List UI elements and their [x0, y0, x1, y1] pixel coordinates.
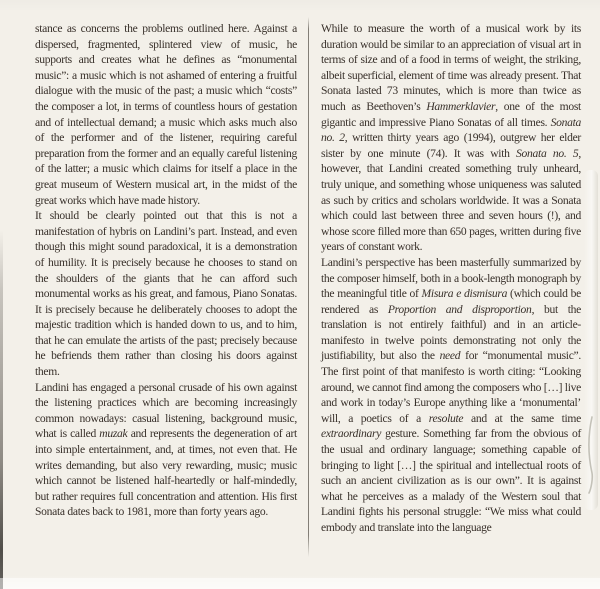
text-segment: , written thirty years ago (1994), outgrew her elder sister by one minute (74). It was with: [321, 131, 581, 160]
scan-edge-mark-right: [586, 415, 596, 495]
text-segment: , one of the most gigantic and impressive Piano Sonatas of all times.: [321, 99, 581, 129]
text-segment: for “monumental music”. The first point of that manifesto is worth citing: “Looking around, we cannot find among the composers who […] live and work in today’s Europe anything like a ‘monumental’ will, a poetics of a: [321, 349, 581, 425]
text-column-right: [321, 21, 581, 536]
text-segment: stance as concerns the problems outlined here. Against a dispersed, fragmented, splintered view of music, he supports and creates what he defines as “monumental music”: a music which is not ashamed of entering a fruitful dialogue with the music of the past; a music which “costs” the composer a lot, in terms of countless hours of gestation and of intellectual demand; a music which asks much also of the performer and of the listener, requiring careful preparation from the former and an equally careful listening of the latter; a music which claims for itself a place in the great museum of Western musical art, in the midst of the great works which have made history.: [35, 22, 297, 207]
paragraph: [321, 21, 581, 255]
paragraph: [35, 380, 297, 520]
paragraph: [35, 21, 297, 208]
text-segment: gesture. Something far from the obvious of the usual and ordinary language; something capable of bringing to light […] the spiritual and intellectual roots of such an ancient civilization as is our own”. It is against what he perceives as a malady of the Western soul that Landini fights his personal struggle: “We miss what could embody and translate into the language: [321, 427, 581, 534]
column-divider: [308, 17, 309, 557]
italic-text-segment: need: [439, 349, 461, 363]
scan-edge-artifact-left: [0, 230, 3, 589]
italic-text-segment: Sonata no. 2: [321, 115, 581, 145]
text-segment: and represents the degeneration of art into simple entertainment, and, at times, not even that. He writes demanding, but also very rewarding, music; music which cannot be listened half-heartedly or half-mindedly, but rather requires full concentration and attention. His first Sonata dates back to 1981, more than forty years ago.: [35, 427, 297, 519]
italic-text-segment: Sonata no. 5: [516, 146, 579, 160]
text-segment: It should be clearly pointed out that this is not a manifestation of hybris on Landini’s part. Instead, and even though this might sound paradoxical, it is a demonstration of humility. It is precisely because he chooses to stand on the shoulders of the giants that he can afford such monumental works as his great, and famous, Piano Sonatas. It is precisely because he deliberately chooses to adopt the majestic tradition which is handed down to us, and to him, that he can emulate the artists of the past; precisely because he befriends them rather than closing his doors against them.: [35, 209, 297, 379]
text-segment: Landini’s perspective has been masterfully summarized by the composer himself, both in a book-length monograph by the meaningful title of: [321, 255, 581, 301]
text-segment: and at the same time: [463, 411, 581, 425]
text-segment: , however, that Landini created something truly unheard, truly unique, and something whose uniqueness was saluted as such by critics and scholars worldwide. It was a Sonata which could last between three and seven hours (!), and whose score filled more than 650 pages, written during five years of constant work.: [321, 146, 581, 254]
scan-bottom-band: [0, 578, 600, 589]
text-segment: Landini has engaged a personal crusade of his own against the listening practices which are becoming increasingly common nowadays: casual listening, background music, what is called: [35, 380, 297, 441]
italic-text-segment: resolute: [428, 411, 464, 425]
italic-text-segment: Hammerklavier: [426, 99, 496, 113]
paragraph: [321, 255, 581, 536]
italic-text-segment: Proportion and disproportion: [387, 302, 532, 316]
italic-text-segment: Misura e dismisura: [421, 287, 508, 301]
text-column-left: [35, 21, 297, 520]
text-segment: , but the translation is not entirely faithful) and in an article-manifesto in twelve points demonstrating not only the justifiability, but also the: [321, 302, 581, 363]
text-segment: While to measure the worth of a musical work by its duration would be similar to an appreciation of visual art in terms of size and of a food in terms of weight, the striking, albeit superficial, element of time was already present. That Sonata lasted 73 minutes, which is more than twice as much as Beethoven’s: [321, 22, 581, 113]
paragraph: [35, 208, 297, 380]
italic-text-segment: extraordinary: [321, 427, 382, 441]
italic-text-segment: muzak: [99, 427, 128, 441]
text-segment: (which could be rendered as: [321, 287, 581, 316]
